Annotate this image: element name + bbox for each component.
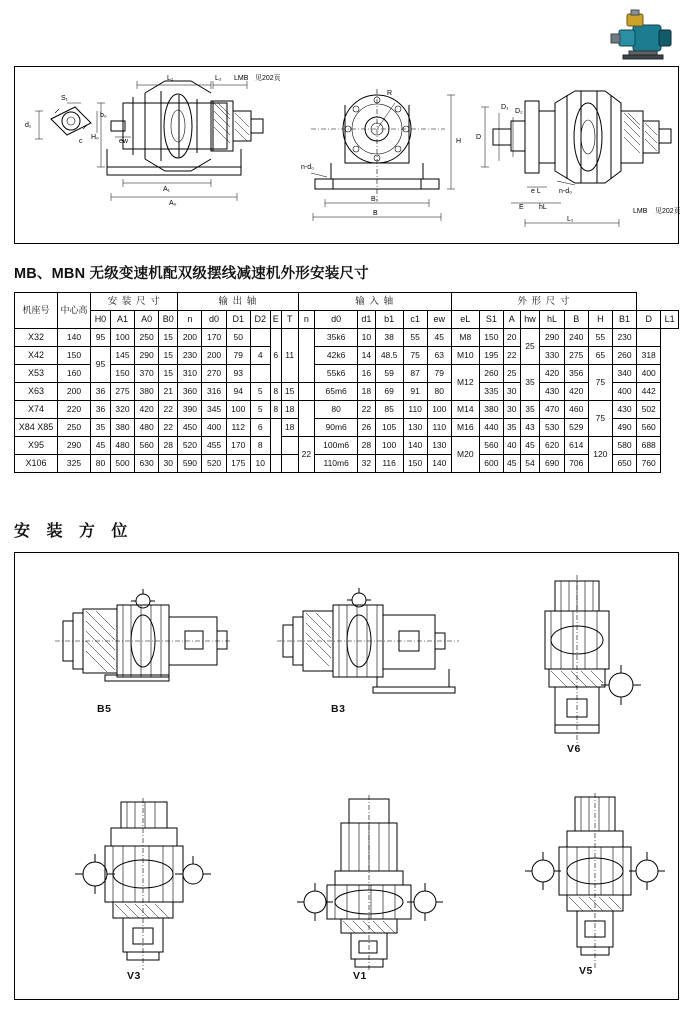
cell-D: 430 — [612, 401, 636, 419]
col-d0-1: d0 — [202, 311, 226, 329]
svg-text:d₁: d₁ — [25, 122, 32, 129]
cell-d02: 22 — [298, 437, 315, 473]
cell-model: X63 — [15, 383, 58, 401]
svg-text:见202页: 见202页 — [255, 75, 281, 82]
cell-n1: 22 — [159, 401, 178, 419]
cell-B1: 120 — [588, 437, 612, 473]
cell-ew: 110 — [403, 401, 427, 419]
header-center-height: 中心高 — [58, 293, 91, 329]
cell-B0: 370 — [135, 365, 159, 383]
cell-B1: 75 — [588, 365, 612, 401]
cell-H0: 200 — [58, 383, 91, 401]
cell-B: 430 — [540, 383, 564, 401]
cell-ew: 91 — [403, 383, 427, 401]
cell-H0: 290 — [58, 437, 91, 455]
cell-L1: 400 — [637, 365, 661, 383]
cell-A1: 95 — [91, 329, 111, 347]
cell-n2: 15 — [281, 383, 298, 401]
cell-E: 4 — [250, 347, 270, 365]
cell-d1: 65m6 — [315, 383, 358, 401]
cell-S1: M20 — [451, 437, 479, 473]
cell-E: 5 — [250, 383, 270, 401]
cell-B: 290 — [540, 329, 564, 347]
cell-A1: 95 — [91, 347, 111, 383]
cell-H0: 160 — [58, 365, 91, 383]
cell-n1: 15 — [159, 347, 178, 365]
mounting-positions-panel — [14, 552, 679, 1000]
col-S1: S1 — [479, 311, 503, 329]
cell-D1: 316 — [202, 383, 226, 401]
cell-B1: 65 — [588, 347, 612, 365]
cell-n1: 21 — [159, 383, 178, 401]
svg-text:n-d₀: n-d₀ — [559, 188, 573, 195]
cell-E: 5 — [250, 401, 270, 419]
cell-n1: 15 — [159, 329, 178, 347]
cell-d02 — [298, 401, 315, 437]
cell-ew: 140 — [403, 437, 427, 455]
cell-D: 230 — [612, 329, 636, 347]
cell-T — [270, 455, 281, 473]
cell-n2 — [281, 455, 298, 473]
cell-hw: 30 — [503, 401, 520, 419]
cell-B0: 380 — [135, 383, 159, 401]
cell-hL: 45 — [520, 437, 540, 455]
col-D2: D2 — [250, 311, 270, 329]
cell-ew: 130 — [403, 419, 427, 437]
cell-B0: 560 — [135, 437, 159, 455]
svg-text:D₂: D₂ — [515, 108, 523, 115]
cell-A0: 275 — [110, 383, 134, 401]
col-n-1: n — [178, 311, 202, 329]
cell-A: 195 — [479, 347, 503, 365]
cell-D2: 112 — [226, 419, 250, 437]
cell-H0: 325 — [58, 455, 91, 473]
cell-A0: 480 — [110, 437, 134, 455]
cell-H0: 150 — [58, 347, 91, 365]
cell-b1: 16 — [358, 365, 376, 383]
cell-n1: 22 — [159, 419, 178, 437]
mounting-figure-b3 — [273, 591, 463, 715]
table-row — [15, 383, 679, 401]
cell-c1: 48.5 — [375, 347, 403, 365]
cell-d01: 450 — [178, 419, 202, 437]
svg-text:L₂: L₂ — [215, 75, 222, 82]
cell-c1: 85 — [375, 401, 403, 419]
cell-B1: 55 — [588, 329, 612, 347]
cell-eL: 63 — [427, 347, 451, 365]
cell-hw: 20 — [503, 329, 520, 347]
cell-model: X106 — [15, 455, 58, 473]
cell-c1: 105 — [375, 419, 403, 437]
cell-B0: 480 — [135, 419, 159, 437]
cell-D2: 100 — [226, 401, 250, 419]
col-b1: b1 — [375, 311, 403, 329]
cell-hw: 25 — [503, 365, 520, 383]
cell-model: X42 — [15, 347, 58, 365]
svg-text:e L: e L — [531, 188, 541, 195]
cell-D: 340 — [612, 365, 636, 383]
cell-H: 240 — [564, 329, 588, 347]
cell-B: 690 — [540, 455, 564, 473]
cell-B: 330 — [540, 347, 564, 365]
cell-eL: 100 — [427, 401, 451, 419]
right-assembly-view — [476, 91, 681, 227]
cell-L1: 318 — [637, 347, 661, 365]
svg-text:D: D — [476, 134, 482, 141]
cell-E: 10 — [250, 455, 270, 473]
cell-hL: 35 — [520, 365, 540, 401]
cell-d1: 55k6 — [315, 365, 358, 383]
cell-b1: 28 — [358, 437, 376, 455]
header-output-shaft: 输 出 轴 — [178, 293, 298, 311]
cell-D2: 50 — [226, 329, 250, 347]
cell-D2: 79 — [226, 347, 250, 365]
cell-d1: 110m6 — [315, 455, 358, 473]
cell-ew: 75 — [403, 347, 427, 365]
cell-E: 8 — [250, 437, 270, 455]
col-d1: d1 — [358, 311, 376, 329]
cell-B: 530 — [540, 419, 564, 437]
svg-text:H: H — [456, 138, 462, 145]
cell-L1: 502 — [637, 401, 661, 419]
svg-text:见202页: 见202页 — [655, 208, 681, 215]
cell-L1: 442 — [637, 383, 661, 401]
cell-D: 400 — [612, 383, 636, 401]
cell-A: 260 — [479, 365, 503, 383]
cell-B: 470 — [540, 401, 564, 419]
cell-H: 420 — [564, 383, 588, 401]
cell-model: X84 X85 — [15, 419, 58, 437]
cell-D1: 200 — [202, 347, 226, 365]
cell-hw: 22 — [503, 347, 520, 365]
cell-A0: 100 — [110, 329, 134, 347]
cell-d1: 90m6 — [315, 419, 358, 437]
col-A1: A1 — [110, 311, 134, 329]
mounting-label-v6: V6 — [567, 743, 581, 755]
cell-d02 — [298, 383, 315, 401]
cell-H: 460 — [564, 401, 588, 419]
table-row — [15, 401, 679, 419]
cell-B: 420 — [540, 365, 564, 383]
col-A0: A0 — [135, 311, 159, 329]
cell-eL: 80 — [427, 383, 451, 401]
cell-ew: 150 — [403, 455, 427, 473]
mounting-label-b3: B3 — [331, 703, 346, 715]
cell-T: 8 — [270, 401, 281, 419]
mounting-figure-v6 — [515, 575, 655, 755]
cell-model: X32 — [15, 329, 58, 347]
cell-A1: 45 — [91, 437, 111, 455]
cell-B: 620 — [540, 437, 564, 455]
mounting-figure-v5 — [523, 793, 673, 978]
cell-d01: 520 — [178, 437, 202, 455]
col-B1: B1 — [612, 311, 636, 329]
col-c1: c1 — [403, 311, 427, 329]
cell-n1: 30 — [159, 455, 178, 473]
cell-A0: 150 — [110, 365, 134, 383]
cell-T: 6 — [270, 329, 281, 383]
cell-D1: 170 — [202, 329, 226, 347]
mounting-figure-v3 — [71, 798, 221, 982]
cell-S1: M10 — [451, 347, 479, 365]
col-B0: B0 — [159, 311, 178, 329]
cell-A1: 80 — [91, 455, 111, 473]
cell-c1: 59 — [375, 365, 403, 383]
cell-H0: 250 — [58, 419, 91, 437]
col-ew: ew — [427, 311, 451, 329]
col-E: E — [270, 311, 281, 329]
cell-b1: 18 — [358, 383, 376, 401]
cell-hw: 30 — [503, 383, 520, 401]
svg-text:ew: ew — [119, 138, 128, 145]
cell-d01: 230 — [178, 347, 202, 365]
mounting-figure-b5 — [45, 591, 235, 715]
section-heading-mounting: 安 装 方 位 — [14, 523, 134, 540]
col-H: H — [588, 311, 612, 329]
svg-text:c: c — [79, 138, 83, 145]
cell-E: 6 — [250, 419, 270, 437]
cell-eL: 140 — [427, 455, 451, 473]
cell-H: 275 — [564, 347, 588, 365]
cell-d02 — [298, 329, 315, 383]
cell-hL: 54 — [520, 455, 540, 473]
cell-n2: 11 — [281, 329, 298, 383]
cell-d1: 42k6 — [315, 347, 358, 365]
col-T: T — [281, 311, 298, 329]
cell-L1: 560 — [637, 419, 661, 437]
cell-b1: 22 — [358, 401, 376, 419]
cell-D2: 170 — [226, 437, 250, 455]
cell-D: 580 — [612, 437, 636, 455]
cell-c1: 38 — [375, 329, 403, 347]
svg-text:LMB: LMB — [633, 208, 648, 215]
cell-D2: 175 — [226, 455, 250, 473]
cell-E — [250, 365, 270, 383]
col-L1: L1 — [661, 311, 679, 329]
cell-eL: 45 — [427, 329, 451, 347]
cell-H: 706 — [564, 455, 588, 473]
svg-text:n-d₀: n-d₀ — [301, 164, 315, 171]
col-D1: D1 — [226, 311, 250, 329]
cell-S1: M8 — [451, 329, 479, 347]
col-n-2: n — [298, 311, 315, 329]
cell-b1: 32 — [358, 455, 376, 473]
cell-n2: 18 — [281, 419, 298, 437]
cell-A1: 36 — [91, 401, 111, 419]
cell-d1: 35k6 — [315, 329, 358, 347]
col-hw: hw — [520, 311, 540, 329]
cell-d1: 100m6 — [315, 437, 358, 455]
cell-n2: 18 — [281, 401, 298, 419]
svg-text:S₁: S₁ — [61, 95, 69, 102]
cell-A0: 500 — [110, 455, 134, 473]
cell-B0: 420 — [135, 401, 159, 419]
cell-hL: 25 — [520, 329, 540, 365]
cell-B1: 75 — [588, 401, 612, 437]
cell-n1: 28 — [159, 437, 178, 455]
cell-S1: M12 — [451, 365, 479, 401]
col-hL: hL — [540, 311, 564, 329]
cell-d01: 200 — [178, 329, 202, 347]
cell-d01: 360 — [178, 383, 202, 401]
col-B: B — [564, 311, 588, 329]
svg-text:L₁: L₁ — [167, 75, 174, 82]
header-input-shaft: 输 入 轴 — [298, 293, 451, 311]
cell-B0: 630 — [135, 455, 159, 473]
table-row — [15, 419, 679, 437]
svg-text:hL: hL — [539, 204, 547, 211]
cell-eL: 110 — [427, 419, 451, 437]
cell-hw: 40 — [503, 437, 520, 455]
cell-E — [250, 329, 270, 347]
svg-text:B₀: B₀ — [371, 196, 379, 203]
cell-model: X53 — [15, 365, 58, 383]
svg-text:L₁: L₁ — [567, 216, 574, 223]
cell-A0: 380 — [110, 419, 134, 437]
cell-A0: 320 — [110, 401, 134, 419]
svg-text:E: E — [519, 204, 524, 211]
cell-hL: 35 — [520, 401, 540, 419]
cell-S1: M14 — [451, 401, 479, 419]
cell-model: X74 — [15, 401, 58, 419]
svg-text:b₀: b₀ — [100, 112, 107, 119]
cell-eL: 79 — [427, 365, 451, 383]
table-group-header-row — [15, 293, 679, 311]
table-row — [15, 347, 679, 365]
cell-D: 650 — [612, 455, 636, 473]
cell-eL: 130 — [427, 437, 451, 455]
cell-ew: 87 — [403, 365, 427, 383]
cell-d01: 390 — [178, 401, 202, 419]
cell-c1: 116 — [375, 455, 403, 473]
cell-D: 260 — [612, 347, 636, 365]
svg-text:A₀: A₀ — [169, 200, 177, 207]
table-column-header-row — [15, 311, 679, 329]
table-row — [15, 365, 679, 383]
cell-A: 335 — [479, 383, 503, 401]
table-row — [15, 329, 679, 347]
cell-A: 560 — [479, 437, 503, 455]
cell-D2: 94 — [226, 383, 250, 401]
cell-L1 — [637, 329, 661, 347]
dimension-drawing-panel — [14, 66, 679, 244]
header-model: 机座号 — [15, 293, 58, 329]
cell-ew: 55 — [403, 329, 427, 347]
spec-table-wrapper — [14, 292, 679, 473]
cell-hL: 43 — [520, 419, 540, 437]
cell-D1: 345 — [202, 401, 226, 419]
cell-B0: 250 — [135, 329, 159, 347]
header-mounting: 安 装 尺 寸 — [91, 293, 178, 311]
cell-hw: 35 — [503, 419, 520, 437]
cell-H0: 220 — [58, 401, 91, 419]
cell-D1: 270 — [202, 365, 226, 383]
cell-D1: 520 — [202, 455, 226, 473]
svg-text:D₁: D₁ — [501, 104, 509, 111]
svg-text:LMB: LMB — [234, 75, 249, 82]
cell-L1: 760 — [637, 455, 661, 473]
cell-T — [270, 419, 281, 455]
cell-A1: 35 — [91, 419, 111, 437]
cell-D1: 455 — [202, 437, 226, 455]
cell-D2: 93 — [226, 365, 250, 383]
cell-T: 8 — [270, 383, 281, 401]
cell-n2 — [281, 437, 298, 455]
cell-hw: 45 — [503, 455, 520, 473]
mounting-label-v5: V5 — [579, 965, 593, 977]
cell-D1: 400 — [202, 419, 226, 437]
cell-H: 529 — [564, 419, 588, 437]
cell-H: 614 — [564, 437, 588, 455]
cell-d01: 590 — [178, 455, 202, 473]
cell-d01: 310 — [178, 365, 202, 383]
cell-D: 490 — [612, 419, 636, 437]
cell-model: X95 — [15, 437, 58, 455]
mounting-label-v3: V3 — [127, 970, 141, 982]
svg-text:A₁: A₁ — [163, 186, 171, 193]
mounting-label-v1: V1 — [353, 970, 367, 982]
col-eL: eL — [451, 311, 479, 329]
motor-illustration — [603, 8, 675, 64]
table-row — [15, 455, 679, 473]
cell-b1: 14 — [358, 347, 376, 365]
cell-S1: M16 — [451, 419, 479, 437]
cell-A: 440 — [479, 419, 503, 437]
cell-A: 150 — [479, 329, 503, 347]
section-heading-dimensions: MB、MBN 无级变速机配双级摆线减速机外形安装尺寸 — [14, 266, 369, 282]
cell-A: 380 — [479, 401, 503, 419]
cell-c1: 100 — [375, 437, 403, 455]
cell-H0: 140 — [58, 329, 91, 347]
svg-text:H₀: H₀ — [91, 134, 99, 141]
col-d0-2: d0 — [315, 311, 358, 329]
mounting-label-b5: B5 — [97, 703, 112, 715]
mounting-figure-v1 — [297, 795, 447, 982]
mid-elevation-view — [301, 89, 461, 221]
svg-text:R: R — [387, 90, 393, 97]
col-H0: H0 — [91, 311, 111, 329]
cell-A1: 36 — [91, 383, 111, 401]
cell-c1: 69 — [375, 383, 403, 401]
table-row — [15, 437, 679, 455]
cell-b1: 10 — [358, 329, 376, 347]
cell-b1: 26 — [358, 419, 376, 437]
cell-H: 356 — [564, 365, 588, 383]
svg-text:B: B — [373, 210, 378, 217]
col-A: A — [503, 311, 520, 329]
cell-B0: 290 — [135, 347, 159, 365]
cell-L1: 688 — [637, 437, 661, 455]
table-body — [15, 329, 679, 473]
header-outline: 外 形 尺 寸 — [451, 293, 636, 311]
col-D: D — [637, 311, 661, 329]
cell-n1: 15 — [159, 365, 178, 383]
left-elevation-view — [91, 73, 281, 207]
cell-A: 600 — [479, 455, 503, 473]
spec-table — [14, 292, 679, 473]
cell-d1: 80 — [315, 401, 358, 419]
cell-A0: 145 — [110, 347, 134, 365]
